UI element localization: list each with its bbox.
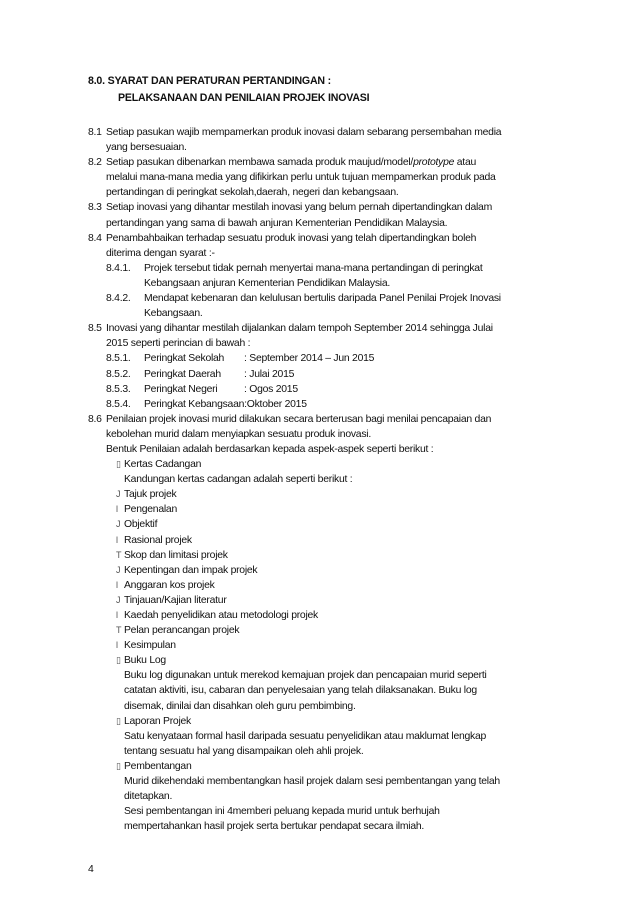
bullet-mark: l (116, 579, 118, 590)
assessment-laporan-projek (88, 714, 558, 729)
bullet-description: catatan aktiviti, isu, cabaran dan penyelesaian yang telah dilaksanakan. Buku log (124, 685, 477, 697)
bullet-mark: T (116, 625, 122, 636)
page-number: 4 (88, 864, 94, 875)
proposal-list-item (88, 638, 558, 653)
bullet-description: Murid dikehendaki membentangkan hasil projek dalam sesi pembentangan yang telah (124, 776, 500, 788)
heading-line-1: 8.0. SYARAT DAN PERATURAN PERTANDINGAN : (88, 75, 331, 87)
heading-line-2: PELAKSANAAN DAN PENILAIAN PROJEK INOVASI (118, 92, 370, 104)
subclause-number: 8.4.1. (106, 262, 131, 274)
document-body (88, 125, 558, 834)
bullet-description: Kandungan kertas cadangan adalah seperti berikut : (124, 474, 353, 486)
clause-8-4 (88, 231, 558, 246)
schedule-value: : September 2014 – Jun 2015 (244, 353, 375, 365)
subclause-continuation (88, 306, 558, 321)
proposal-list-item-text: Kepentingan dan impak projek (124, 564, 258, 576)
proposal-list-item-text: Rasional projek (124, 534, 192, 546)
proposal-list-item-text: Anggaran kos projek (124, 579, 215, 591)
subclause-continuation (88, 276, 558, 291)
clause-number: 8.2 (88, 157, 102, 169)
schedule-number: 8.5.1. (106, 353, 131, 365)
subclause-8-4-1 (88, 261, 558, 276)
bullet-description: Sesi pembentangan ini 4memberi peluang kepada murid untuk berhujah (124, 806, 440, 818)
bullet-mark: ▯ (116, 655, 121, 666)
schedule-row (88, 351, 558, 366)
schedule-value: : Julai 2015 (244, 368, 295, 380)
schedule-row (88, 382, 558, 397)
clause-8-3 (88, 200, 558, 215)
bullet-description: Buku log digunakan untuk merekod kemajuan projek dan pencapaian murid seperti (124, 670, 487, 682)
clause-continuation: Bentuk Penilaian adalah berdasarkan kepada aspek-aspek seperti berikut : (106, 443, 434, 455)
clause-continuation: melalui mana-mana media yang difikirkan perlu untuk tujuan mempamerkan produk pada (106, 172, 496, 184)
clause-8-5 (88, 321, 558, 336)
bullet-text: Buku Log (124, 655, 166, 667)
subclause-text: Kebangsaan anjuran Kementerian Pendidikan Malaysia. (144, 277, 391, 289)
subclause-text: Mendapat kebenaran dan kelulusan bertulis daripada Panel Penilai Projek Inovasi (144, 293, 501, 305)
bullet-description: tentang sesuatu hal yang disampaikan oleh ahli projek. (124, 745, 364, 757)
subclause-8-4-2 (88, 291, 558, 306)
proposal-list-item-text: Pelan perancangan projek (124, 625, 240, 637)
bullet-text: Kertas Cadangan (124, 459, 202, 471)
schedule-value: Oktober 2015 (246, 398, 307, 410)
clause-continuation: 2015 seperti perincian di bawah : (106, 338, 251, 350)
clause-8-2 (88, 155, 558, 170)
schedule-label: Peringkat Negeri (144, 383, 218, 395)
clause-continuation: diterima dengan syarat :- (106, 247, 215, 259)
bullet-mark: J (116, 564, 121, 575)
schedule-label: Peringkat Daerah (144, 368, 221, 380)
proposal-list-item-text: Kaedah penyelidikan atau metodologi projek (124, 610, 318, 621)
section-heading (88, 73, 369, 107)
bullet-description: Satu kenyataan formal hasil daripada sesuatu penyelidikan atau maklumat lengkap (124, 730, 487, 742)
proposal-list-item (88, 517, 558, 532)
proposal-list-item-text: Kesimpulan (124, 640, 176, 652)
proposal-list-item (88, 608, 558, 623)
proposal-list-item (88, 593, 558, 608)
clause-text: Penambahbaikan terhadap sesuatu produk inovasi yang telah dipertandingkan boleh (106, 232, 477, 244)
schedule-number: 8.5.3. (106, 383, 131, 395)
bullet-description: mempertahankan hasil projek serta bertukar pendapat secara ilmiah. (124, 821, 425, 833)
proposal-list-item (88, 487, 558, 502)
assessment-buku-log (88, 653, 558, 668)
schedule-label: Peringkat Sekolah (144, 353, 225, 365)
subclause-text: Projek tersebut tidak pernah menyertai mana-mana pertandingan di peringkat (144, 262, 483, 274)
bullet-mark: J (116, 519, 121, 530)
clause-continuation: pertandingan yang sama di bawah anjuran Kementerian Pendidikan Malaysia. (106, 217, 448, 229)
proposal-list-item (88, 502, 558, 517)
clause-continuation: pertandingan di peringkat sekolah,daerah, negeri dan kebangsaan. (106, 187, 399, 199)
proposal-list-item (88, 548, 558, 563)
schedule-row (88, 397, 558, 412)
clause-text-part: Setiap pasukan dibenarkan membawa samada produk maujud/model/ (106, 157, 414, 169)
clause-text: Setiap pasukan wajib mempamerkan produk inovasi dalam sebarang persembahan media (106, 127, 502, 138)
schedule-value: : Ogos 2015 (244, 383, 298, 395)
clause-8-6 (88, 412, 558, 427)
bullet-mark: J (116, 594, 121, 605)
bullet-mark: l (116, 504, 118, 515)
schedule-label: Peringkat Kebangsaan: (144, 398, 247, 410)
clause-8-1 (88, 125, 558, 140)
bullet-mark: ▯ (116, 760, 121, 771)
proposal-list-item (88, 623, 558, 638)
subclause-number: 8.4.2. (106, 293, 131, 305)
clause-text: Inovasi yang dihantar mestilah dijalankan dalam tempoh September 2014 sehingga Julai (106, 323, 493, 335)
assessment-kertas-cadangan (88, 457, 558, 472)
bullet-description: ditetapkan. (124, 791, 173, 803)
clause-text: Penilaian projek inovasi murid dilakukan secara berterusan bagi menilai pencapaian dan (106, 413, 492, 425)
proposal-list-item-text: Tinjauan/Kajian literatur (124, 594, 227, 606)
proposal-list-item-text: Pengenalan (124, 504, 177, 516)
proposal-list-item (88, 533, 558, 548)
proposal-list-item-text: Tajuk projek (124, 489, 177, 501)
subclause-text: Kebangsaan. (144, 308, 203, 320)
proposal-list-item (88, 578, 558, 593)
clause-number: 8.6 (88, 413, 102, 425)
proposal-list-item-text: Objektif (124, 519, 158, 531)
assessment-pembentangan (88, 759, 558, 774)
clause-text-part: atau (454, 157, 477, 169)
bullet-mark: ▯ (116, 715, 121, 726)
schedule-number: 8.5.2. (106, 368, 131, 380)
clause-continuation: yang bersesuaian. (106, 142, 187, 154)
clause-number: 8.3 (88, 202, 102, 214)
clause-text (106, 155, 558, 170)
schedule-number: 8.5.4. (106, 398, 131, 410)
bullet-text: Laporan Projek (124, 715, 191, 727)
bullet-text: Pembentangan (124, 760, 192, 772)
proposal-list-item (88, 563, 558, 578)
schedule-row (88, 367, 558, 382)
clause-number: 8.5 (88, 323, 102, 335)
proposal-list-item-text: Skop dan limitasi projek (124, 549, 228, 561)
clause-text-italic: prototype (413, 157, 455, 169)
proposal-content-list (88, 487, 558, 653)
clause-number: 8.4 (88, 232, 102, 244)
bullet-description: disemak, dinilai dan disahkan oleh guru pembimbing. (124, 700, 356, 712)
bullet-mark: T (116, 549, 122, 560)
clause-continuation: kebolehan murid dalam menyiapkan sesuatu produk inovasi. (106, 428, 371, 440)
bullet-mark: l (116, 610, 118, 620)
bullet-mark: l (116, 640, 118, 651)
clause-number: 8.1 (88, 127, 102, 138)
bullet-mark: J (116, 489, 121, 500)
bullet-mark: ▯ (116, 459, 121, 470)
bullet-mark: l (116, 534, 118, 545)
clause-text: Setiap inovasi yang dihantar mestilah inovasi yang belum pernah dipertandingkan dalam (106, 202, 492, 214)
